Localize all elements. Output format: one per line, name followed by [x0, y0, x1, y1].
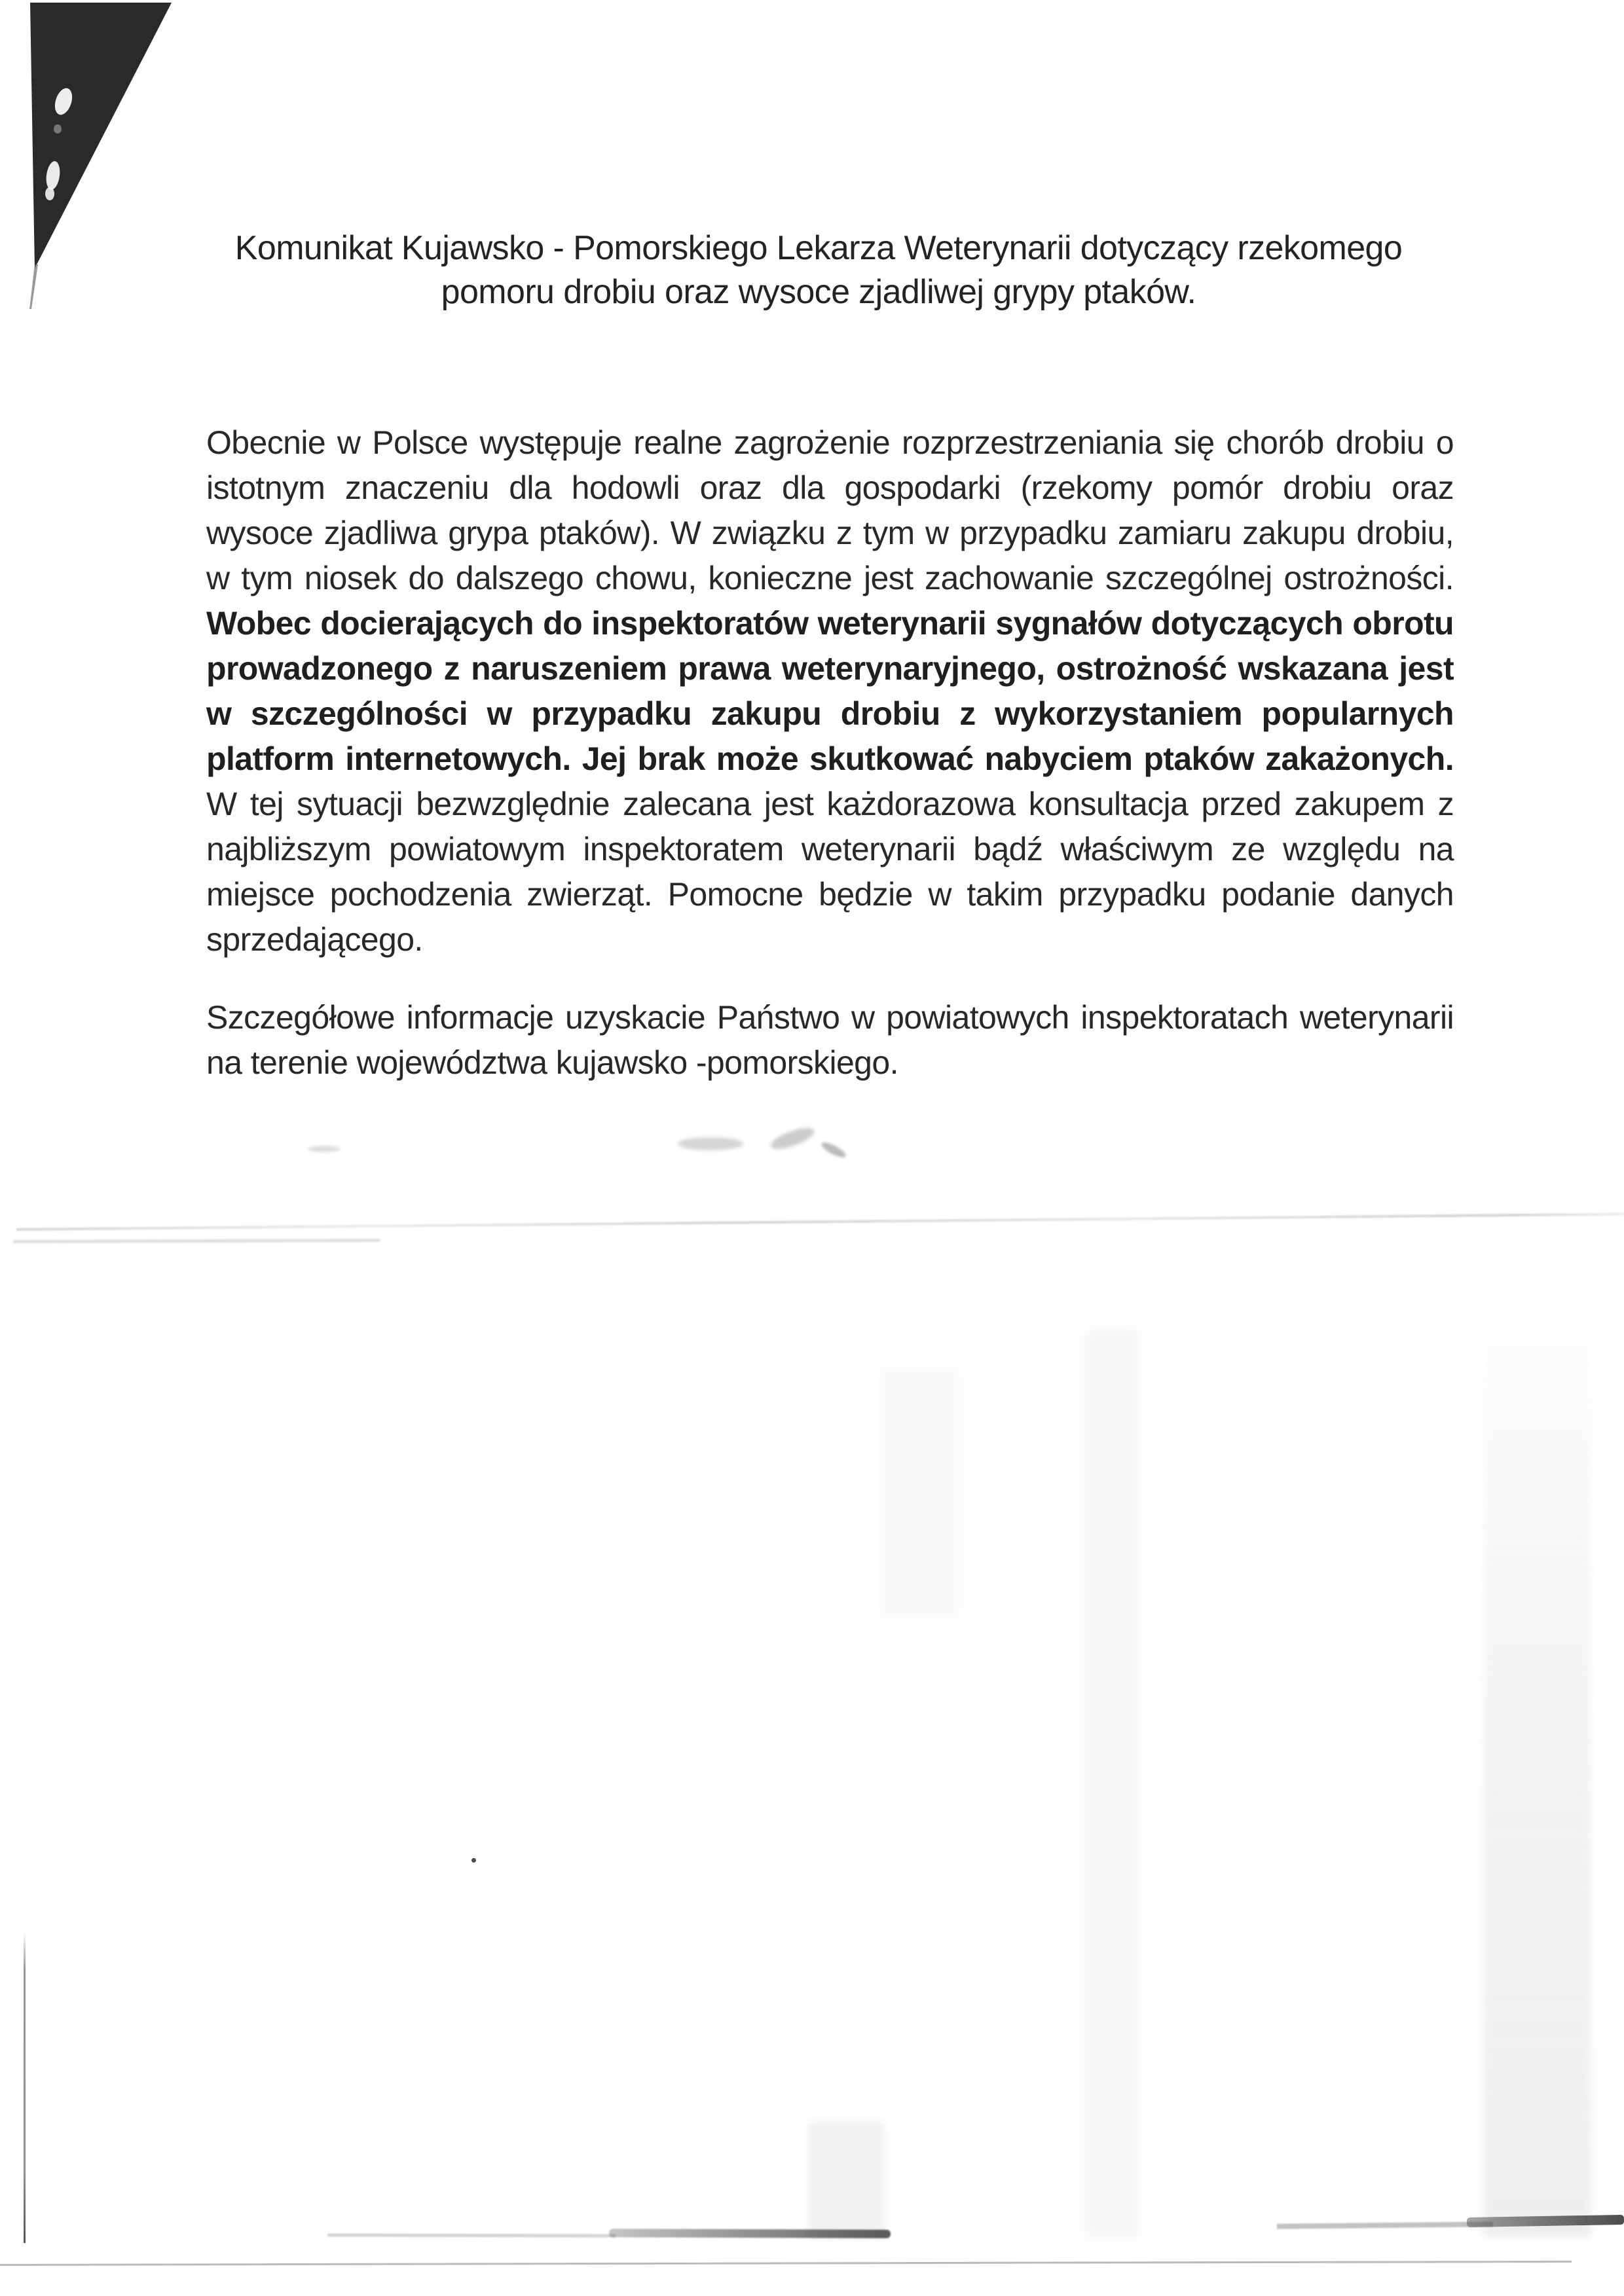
scan-edge-line-left	[24, 1931, 26, 2243]
scan-bottom-streak	[609, 2229, 891, 2238]
scan-vertical-band	[1483, 1342, 1591, 2238]
scan-smudge	[819, 1140, 847, 1160]
paragraph-1	[206, 420, 1454, 962]
paragraph-1-text-end: W tej sytuacji bezwzględnie zalecana jest każdorazowa konsultacja przed zakupem z najbliższym powiatowym inspektoratem weterynarii bądź właściwym ze względu na miejsce pochodzenia zwierząt. Pomocne będzie w takim przypadku podanie danych sprzedającego.	[206, 786, 1454, 958]
scan-vertical-band	[809, 2121, 884, 2239]
document-title: Komunikat Kujawsko - Pomorskiego Lekarza Weterynarii dotyczący rzekomego pomoru drobiu oraz wysoce zjadliwej grypy ptaków.	[234, 229, 1403, 311]
scan-bottom-line	[0, 2261, 1572, 2266]
scan-corner-artifact	[0, 0, 196, 340]
scan-streak-horizontal	[16, 1212, 1624, 1231]
scan-smudge	[308, 1146, 341, 1152]
scan-smudge	[678, 1137, 743, 1150]
scan-vertical-band	[1084, 1329, 1139, 2239]
scan-streak-horizontal-left	[13, 1239, 380, 1243]
scan-bottom-streak	[327, 2233, 616, 2237]
document-body	[206, 420, 1454, 1085]
paragraph-2: Szczegółowe informacje uzyskacie Państwo w powiatowych inspektoratach weterynarii na terenie województwa kujawsko -pomorskiego.	[206, 999, 1454, 1081]
scan-bottom-streak	[1467, 2215, 1624, 2227]
ink-speck	[471, 1858, 476, 1863]
scan-bottom-streak	[1277, 2221, 1493, 2229]
paragraph-1-text-start: Obecnie w Polsce występuje realne zagrożenie rozprzestrzeniania się chorób drobiu o istotnym znaczeniu dla hodowli oraz dla gospodarki (rzekomy pomór drobiu oraz wysoce zjadliwa grypa ptaków). W związku z tym w przypadku zamiaru zakupu drobiu, w tym niosek do dalszego chowu, konieczne jest zachowanie szczególnej ostrożności.	[206, 424, 1454, 596]
paragraph-1-bold-warning: Wobec docierających do inspektoratów weterynarii sygnałów dotyczących obrotu prowadzonego z naruszeniem prawa weterynaryjnego, ostrożność wskazana jest w szczególności w przypadku zakupu drobiu z wykorzystaniem popularnych platform internetowych. Jej brak może skutkować nabyciem ptaków zakażonych.	[206, 605, 1454, 777]
scan-smudge	[768, 1124, 816, 1154]
scan-vertical-band	[881, 1368, 959, 1617]
